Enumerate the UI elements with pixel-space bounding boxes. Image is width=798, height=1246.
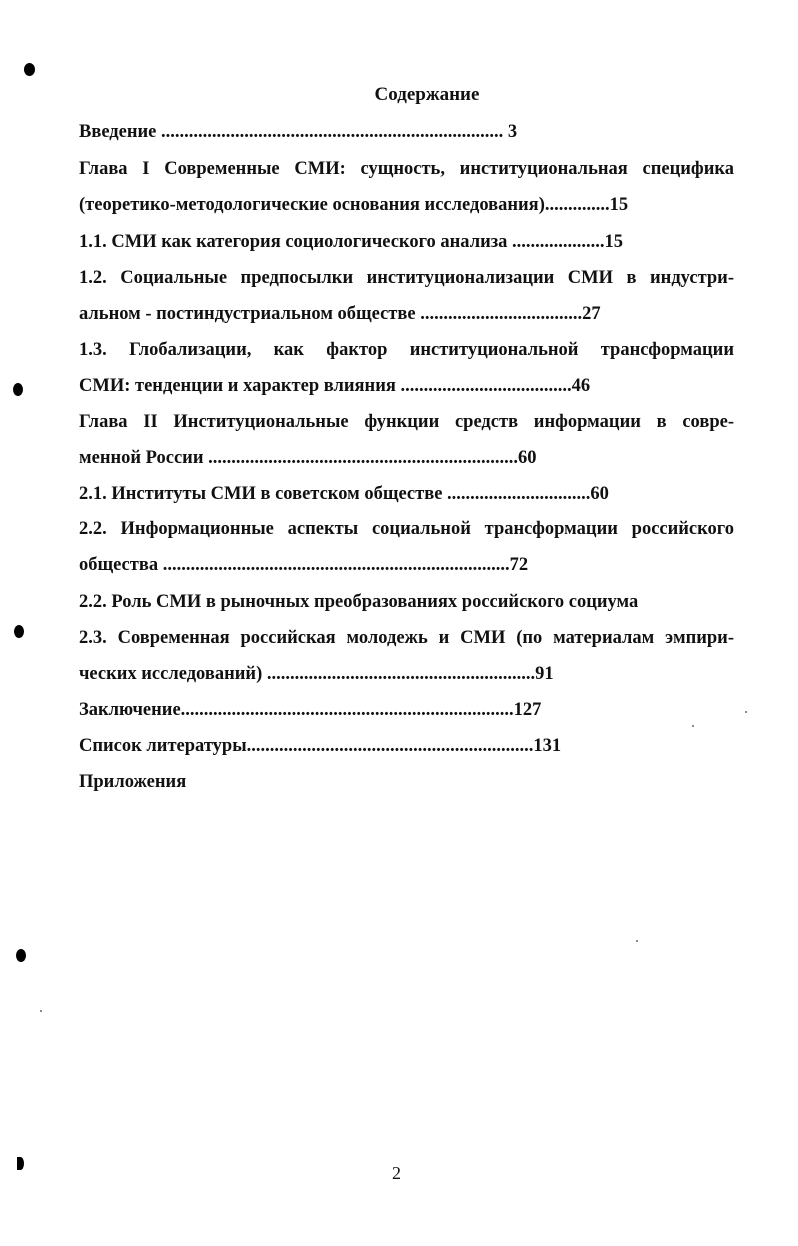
toc-entry: 2.2. Роль СМИ в рыночных преобразованиях российского социума [79, 592, 639, 612]
toc-entry: Заключение........................................................................127 [79, 700, 542, 720]
toc-entry: СМИ: тенденции и характер влияния .....................................46 [79, 376, 591, 396]
binder-hole-mark [14, 625, 24, 638]
binder-hole-mark [13, 383, 23, 396]
scan-speck [636, 940, 638, 942]
toc-entry: 2.3. Современная российская молодежь и СМИ (по материалам эмпири- [79, 628, 734, 648]
toc-entry: общества ...........................................................................72 [79, 555, 529, 575]
page-number: 2 [392, 1163, 401, 1183]
toc-entry: (теоретико-методологические основания исследования)..............15 [79, 195, 629, 215]
toc-entry: ческих исследований) ..........................................................91 [79, 664, 554, 684]
toc-entry: Введение .......................................................................... 3 [79, 122, 518, 142]
toc-entry: 1.3. Глобализации, как фактор институциональной трансформации [79, 340, 734, 360]
toc-entry: 1.2. Социальные предпосылки институционализации СМИ в индустри- [79, 268, 734, 288]
toc-entry: Список литературы..............................................................131 [79, 736, 562, 756]
toc-entry: Глава II Институциональные функции средств информации в совре- [79, 412, 734, 432]
toc-entry: 1.1. СМИ как категория социологического анализа ....................15 [79, 232, 624, 252]
page-title: Содержание [374, 84, 480, 105]
scan-speck [692, 725, 694, 727]
scan-speck [745, 711, 747, 713]
binder-hole-mark [24, 63, 35, 76]
toc-entry: Приложения [79, 772, 187, 792]
toc-entry: 2.1. Институты СМИ в советском обществе ...............................60 [79, 484, 609, 504]
toc-entry: 2.2. Информационные аспекты социальной трансформации российского [79, 519, 734, 539]
binder-hole-mark [16, 949, 26, 962]
toc-entry: менной России ...................................................................60 [79, 448, 537, 468]
scan-speck [40, 1010, 42, 1012]
binder-hole-mark [17, 1157, 24, 1170]
toc-entry: Глава I Современные СМИ: сущность, институциональная специфика [79, 159, 734, 179]
toc-entry: альном - постиндустриальном обществе ...................................27 [79, 304, 601, 324]
